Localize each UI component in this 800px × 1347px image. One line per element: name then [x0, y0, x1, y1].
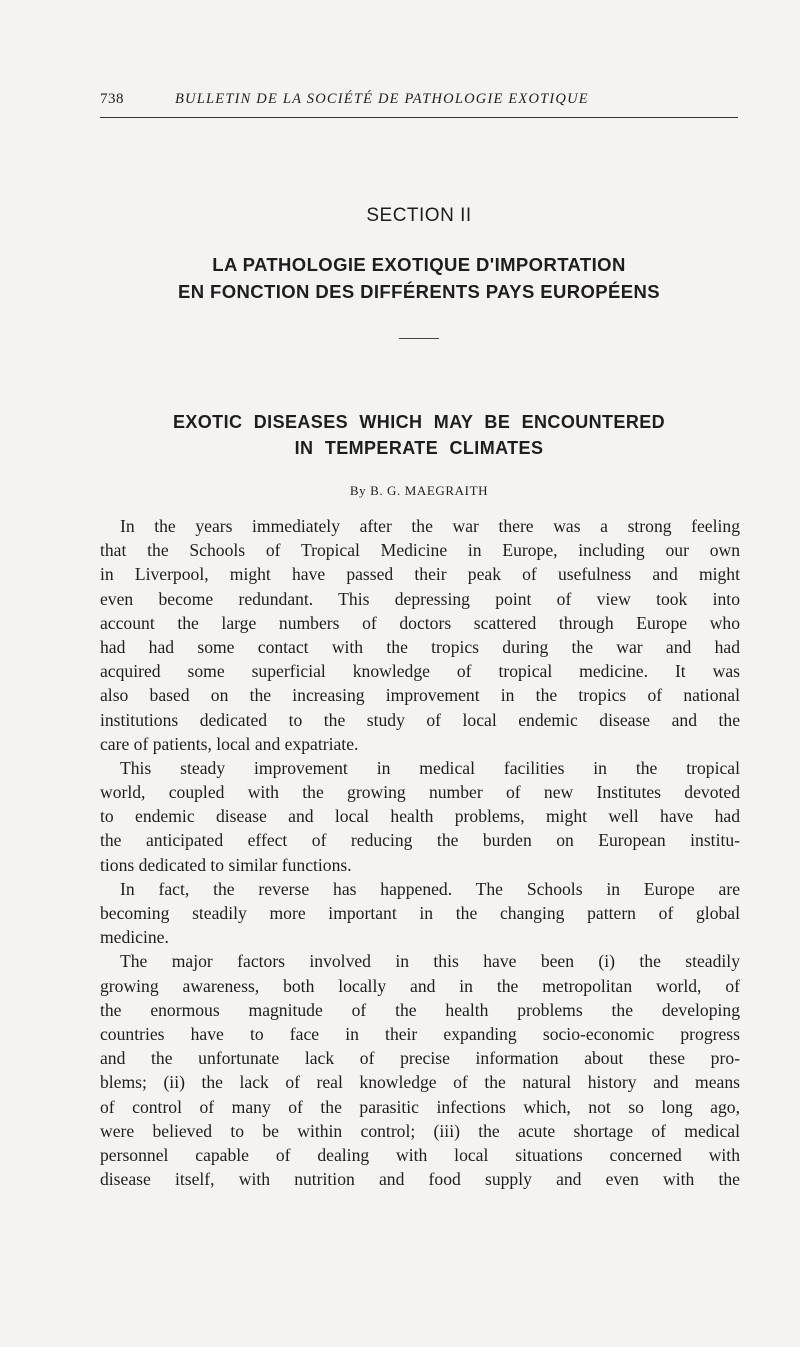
- body-line: the anticipated effect of reducing the burden on European institu-: [100, 830, 740, 851]
- body-line: and the unfortunate lack of precise information about these pro-: [100, 1048, 740, 1069]
- body-line: the enormous magnitude of the health problems the developing: [100, 999, 740, 1020]
- body-line: acquired some superficial knowledge of tropical medicine. It was: [100, 661, 740, 682]
- section-divider: [399, 338, 439, 339]
- body-line: world, coupled with the growing number of new Institutes devoted: [100, 782, 740, 803]
- body-line: that the Schools of Tropical Medicine in Europe, including our own: [100, 540, 740, 561]
- body-line: The major factors involved in this have been (i) the steadily: [120, 951, 740, 972]
- article-body: [100, 514, 740, 1191]
- section-label: SECTION II: [366, 205, 472, 226]
- header-rule: [100, 117, 738, 118]
- body-line: care of patients, local and expatriate.: [100, 733, 359, 754]
- body-line: becoming steadily more important in the changing pattern of global: [100, 903, 740, 923]
- body-line: This steady improvement in medical facilities in the tropical: [120, 757, 740, 778]
- body-line: In the years immediately after the war there was a strong feeling: [120, 516, 740, 536]
- article-title-line-2: IN TEMPERATE CLIMATES: [294, 438, 544, 458]
- journal-title: BULLETIN DE LA SOCIÉTÉ DE PATHOLOGIE EXOTIQUE: [175, 91, 589, 107]
- running-header: [100, 91, 738, 113]
- article-title-line-1: EXOTIC DISEASES WHICH MAY BE ENCOUNTERED: [172, 412, 666, 432]
- section-title-line-2: EN FONCTION DES DIFFÉRENTS PAYS EUROPÉENS: [177, 281, 661, 302]
- body-line: to endemic disease and local health problems, might well have had: [100, 806, 740, 827]
- body-line: In fact, the reverse has happened. The Schools in Europe are: [120, 878, 740, 899]
- body-line: of control of many of the parasitic infections which, not so long ago,: [100, 1096, 740, 1117]
- body-line: countries have to face in their expanding socio-economic progress: [100, 1023, 740, 1044]
- body-line: even become redundant. This depressing point of view took into: [100, 588, 740, 609]
- body-line: blems; (ii) the lack of real knowledge of the natural history and means: [100, 1072, 740, 1093]
- body-line: growing awareness, both locally and in the metropolitan world, of: [100, 975, 740, 996]
- body-line: also based on the increasing improvement in the tropics of national: [100, 685, 740, 706]
- page-number: 738: [100, 91, 124, 107]
- section-title-line-1: LA PATHOLOGIE EXOTIQUE D'IMPORTATION: [212, 254, 626, 275]
- body-line: were believed to be within control; (iii) the acute shortage of medical: [100, 1120, 740, 1141]
- author-byline: By B. G. MAEGRAITH: [349, 483, 489, 498]
- body-line: in Liverpool, might have passed their peak of usefulness and might: [100, 564, 740, 585]
- body-line: disease itself, with nutrition and food supply and even with the: [100, 1169, 740, 1190]
- body-line: account the large numbers of doctors scattered through Europe who: [100, 612, 740, 633]
- body-line: personnel capable of dealing with local situations concerned with: [100, 1144, 740, 1165]
- body-line: tions dedicated to similar functions.: [100, 854, 352, 875]
- body-line: medicine.: [100, 927, 169, 948]
- body-line: institutions dedicated to the study of local endemic disease and the: [100, 709, 740, 730]
- body-line: had had some contact with the tropics during the war and had: [100, 636, 740, 657]
